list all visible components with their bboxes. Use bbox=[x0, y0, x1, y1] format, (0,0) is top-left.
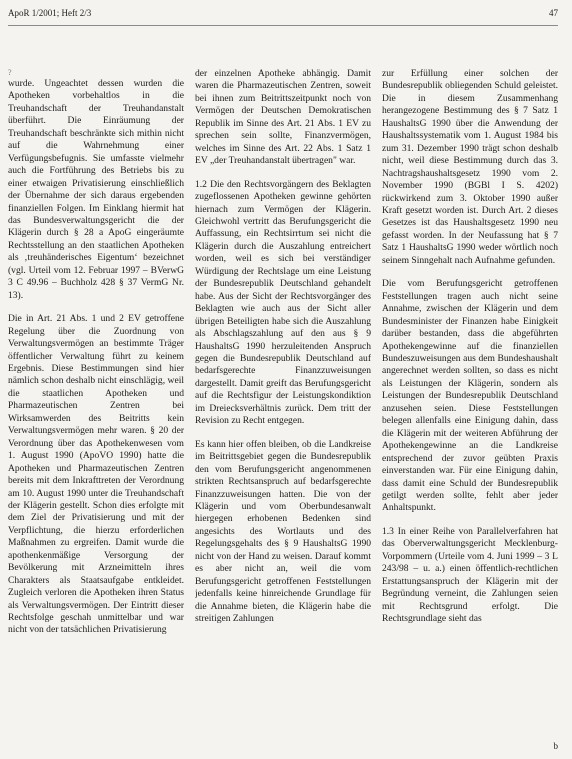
paragraph: Die in Art. 21 Abs. 1 und 2 EV getroffene Regelung über die Zuordnung von Verwaltungsvermögen an bestimmte Träger öffentlicher Verwaltung führt zu keinem Ergebnis. Diese Bestimmungen sind hier nämlich schon deshalb nicht einschlägig, weil die staatlichen Apotheken und Pharmazeutischen Zentren bei Wirksamwerden des Beitritts kein Verwaltungsvermögen mehr waren. § 20 der Verordnung über das Apothekenwesen vom 1. August 1990 (ApoVO 1990) hatte die Apotheken und Pharmazeutischen Zentren bereits mit dem Inkrafttreten der Verordnung am 10. August 1990 unter die Treuhandschaft der Klägerin gestellt. Schon dies erfolgte mit dem Ziel der Privatisierung und mit der Verpflichtung, die hierzu erforderlichen Maßnahmen zu ergreifen. Damit wurde die apothenkenmäßige Versorgung der Bevölkerung mit Arzneimitteln ihres Charakters als Staatsaufgabe entkleidet. Zugleich verloren die Apotheken ihren Status als Verwaltungsvermögen. Der Eintritt dieser Rechtsfolge geschah unmittelbar und war nicht von der tatsächlichen Privatisierung bbox=[8, 313, 184, 636]
header-rule bbox=[8, 25, 558, 26]
paragraph: 1.3 In einer Reihe von Parallelverfahren hat das Oberverwaltungsgericht Mecklenburg-Vorpommern (Urteile vom 4. Juni 1999 – 3 L 243/98 – u. a.) einen öffentlich-rechtlichen Erstattungsanspruch der Klägerin mit der Begründung verneint, die Zahlungen seien mit Rechtsgrund erfolgt. Die Rechtsgrundlage sieht das bbox=[382, 525, 558, 625]
column-middle bbox=[195, 68, 371, 753]
paragraph: Die vom Berufungsgericht getroffenen Feststellungen tragen auch nicht seine Annahme, zwischen der Klägerin und dem Bundesminister der Finanzen habe Einigkeit darüber bestanden, dass die abgeführten Apothekengewinne auf die finanziellen Bundeszuweisungen aus dem Bundeshaushalt angerechnet werden sollten, so dass es nicht als Leistungen der Klägerin, sondern als Leistungen der Bundesrepublik Deutschland anzusehen seien. Diese Feststellungen belegen allenfalls eine Einigung dahin, dass die Klägerin mit der weiteren Abführung der Apothekengewinne an die Landkreise entsprechend der zuvor geübten Praxis einverstanden war. Für eine Einigung dahin, dass damit eine Schuld der Bundesrepublik getilgt werden sollte, fehlt aber jeder Anhaltspunkt. bbox=[382, 278, 558, 514]
paragraph: ? bbox=[8, 68, 12, 77]
column-right bbox=[382, 68, 558, 753]
paragraph: zur Erfüllung einer solchen der Bundesrepublik obliegenden Schuld geleistet. Die in diesem Zusammenhang herangezogene Bestimmung des § 7 Satz 1 HaushaltsG 1990 über die Anwendung der Haushaltssystematik vom 1. August 1984 bis zum 31. Dezember 1990 trägt schon deshalb nicht, weil diese Bestimmung durch das 3. Nachtragshaushaltsgesetz 1990 vom 2. November 1990 (BGBl I S. 4202) rückwirkend zum 3. Oktober 1990 außer Kraft gesetzt worden ist. Durch Art. 2 dieses Gesetzes ist das Haushaltsgesetz 1990 neu gefasst worden. In der Neufassung hat § 7 Satz 1 HaushaltsG 1990 weder wörtlich noch seinem Sinngehalt nach Aufnahme gefunden. bbox=[382, 68, 558, 266]
paragraph: Es kann hier offen bleiben, ob die Landkreise im Beitrittsgebiet gegen die Bundesrepublik den vom Berufungsgericht angenommenen strikten Rechtsanspruch auf bedarfsgerechte Finanzzuweisungen hatten. Die von der Klägerin und vom Oberbundesanwalt hiergegen erhobenen Bedenken sind angesichts des Wortlauts und des Regelungsgehalts des § 9 HaushaltsG 1990 nicht von der Hand zu weisen. Darauf kommt es aber nicht an, weil die vom Berufungsgericht getroffenen Feststellungen jedenfalls keine hinreichende Grundlage für die Annahme bieten, die Klägerin habe die streitigen Zahlungen bbox=[195, 438, 371, 625]
journal-citation: ApoR 1/2001; Heft 2/3 bbox=[8, 8, 92, 18]
paragraph: wurde. Ungeachtet dessen wurden die Apotheken vorbehaltlos in die Treuhandschaft der Treuhandanstalt überführt. Die Einräumung der Treuhandschaft beschränkte sich mithin nicht auf die Wahrnehmung einer Verfügungsbefugnis. Sie umfasste vielmehr auch die Fortführung des Betriebs bis zu einer etwaigen Privatisierung einschließlich der Übernahme der sich daraus ergebenden finanziellen Folgen. Im Einklang hiermit hat das Bundesverwaltungsgericht die der Klägerin durch § 28 a ApoG eingeräumte Rechtsstellung an den staatlichen Apotheken als ‚treuhänderisches Eigentum‘ bezeichnet (vgl. Urteil vom 12. Februar 1997 – BVerwG 3 C 49.96 – Buchholz 428 § 37 VermG Nr. 13). bbox=[8, 78, 184, 301]
paragraph: der einzelnen Apotheke abhängig. Damit waren die Pharmazeutischen Zentren, soweit bei ihnen zum Beitrittszeitpunkt noch von Vermögen der Deutschen Demokratischen Republik im Sinne des Art. 21 Abs. 1 EV zu sprechen sein sollte, Finanzvermögen, welches im Sinne des Art. 22 Abs. 1 Satz 1 EV „der Treuhandanstalt übertragen" war. bbox=[195, 68, 371, 167]
paragraph: 1.2 Die den Rechtsvorgängern des Beklagten zugeflossenen Apotheken gewinne gehörten hiernach zum Vermögen der Klägerin. Gleichwohl vertritt das Berufungsgericht die Auffassung, ein Rechtsirrtum sei nicht die Klägerin durch die Auszahlung entreichert worden, weil es sich bei verständiger Würdigung der Rechtslage um eine Leistung der Bundesrepublik Deutschland gehandelt habe. Aus der Sicht der Rechtsvorgänger des Beklagten wie auch aus der Sicht aller übrigen Beteiligten habe sich die Auszahlung als Abschlagszahlung auf den aus § 9 HaushaltsG 1990 herzuleitenden Anspruch gegen die Bundesrepublik Deutschland auf bedarfsgerechte Finanzzuweisungen dargestellt. Damit greift das Berufungsgericht auf die Rechtsfigur der Leistungskondiktion im Dreiecksverhältnis zurück. Dem tritt der Revision zu Recht entgegen. bbox=[195, 178, 371, 427]
running-header bbox=[8, 6, 558, 20]
column-left bbox=[8, 68, 184, 753]
continuation-mark: b bbox=[553, 741, 558, 751]
page-number: 47 bbox=[549, 8, 558, 18]
text-columns bbox=[8, 68, 558, 753]
